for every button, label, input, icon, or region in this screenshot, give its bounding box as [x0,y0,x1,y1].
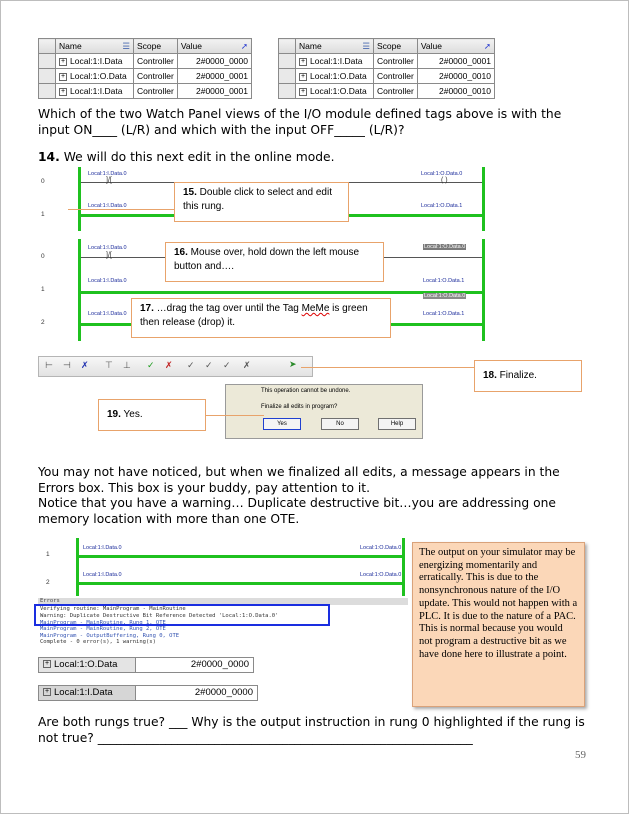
table-row[interactable]: + Local:1:O.Data Controller 2#0000_0010 [279,84,495,99]
right-power-rail [402,538,405,596]
accept-program-icon[interactable]: ⊥ [123,361,131,371]
energized-rung-wire [79,555,402,558]
ote-tag[interactable]: Local:1:O.Data.0 [360,545,402,551]
warning-line[interactable]: Warning: Duplicate Destructive Bit Reference Detected 'Local:1:O.Data.0' [40,613,279,619]
watch-table-right [278,38,495,99]
finalize-dialog [225,384,423,439]
table-row[interactable]: + Local:1:I.Data Controller 2#0000_0001 [279,54,495,69]
test-edits-icon[interactable]: ✓ [147,361,155,371]
error-line[interactable]: MainProgram - MainRoutine, Rung 1, OTE [40,619,166,626]
rung-number: 0 [41,178,45,185]
expand-icon[interactable]: + [44,660,50,668]
ote-coil-icon[interactable]: ( ) [441,177,448,184]
energized-rung-wire [81,291,482,294]
xic-tag[interactable]: Local:1:I.Data.0 [83,572,122,578]
error-line[interactable]: MainProgram - MainRoutine, Rung 2, OTE [40,626,166,632]
col-value[interactable]: Value ➚ [177,39,251,54]
callout-16: 16. Mouse over, hold down the left mouse button and…. [165,242,384,282]
finalize-edits-icon[interactable]: ➤ [289,360,297,370]
insert-rung-icon[interactable]: ⊢ [45,361,53,371]
xic-contact-icon[interactable]: ]/[ [106,252,112,259]
left-power-rail [78,167,81,231]
warning-highlight-box [34,604,330,626]
ote-tag[interactable]: Local:1:O.Data.0 [360,572,402,578]
help-button[interactable]: Help [378,418,416,430]
table-row[interactable]: + Local:1:O.Data Controller 2#0000_0010 [279,69,495,84]
error-line[interactable]: Complete - 0 error(s), 1 warning(s) [40,639,156,645]
callout-pointer [206,415,264,416]
callout-17: 17. …drag the tag over until the Tag MeMe is green then release (drop) it. [131,298,391,338]
warning-explanation: Notice that you have a warning… Duplicate destructive bit…you are addressing one memory location with more than one OTE. [38,496,556,526]
yes-button[interactable]: Yes [263,418,301,430]
expand-icon[interactable]: + [60,72,66,80]
xic-contact-icon[interactable]: ]/[ [106,177,112,184]
assemble-edits-icon[interactable]: ✓ [187,361,195,371]
error-line[interactable]: Verifying routine: MainProgram - MainRoutine [40,605,186,612]
question-rungs: Are both rungs true? ___ Why is the output instruction in rung 0 highlighted if the rung is not true? _____________________________________________________________ [38,715,585,745]
sort-icon[interactable]: ➚ [483,40,491,51]
simulator-note: The output on your simulator may be energizing momentarily and erratically. This is due to the nonsynchronous nature of the I/O update. This would not happen with a PLC. It is due to the nature of a PAC. This is normal because you would not program a destructive bit as we have done here to illustrate a point. [412,542,585,707]
rung-number: 1 [41,286,45,293]
tag-row-input[interactable]: + Local:1:I.Data 2#0000_0000 [38,685,258,701]
callout-15: 15. Double click to select and edit this rung. [174,182,349,222]
callout-pointer [301,367,474,368]
col-scope[interactable]: Scope [374,39,418,54]
expand-icon[interactable]: + [300,57,306,65]
table-row[interactable]: + Local:1:O.Data Controller 2#0000_0001 [39,69,252,84]
ote-tag[interactable]: Local:1:O.Data.1 [423,311,465,317]
errors-pane-title: Errors [38,598,408,605]
xic-tag[interactable]: Local:1:I.Data.0 [88,203,127,209]
right-power-rail [482,239,485,341]
col-value[interactable]: Value ➚ [417,39,494,54]
sort-icon[interactable]: ➚ [240,40,248,51]
expand-icon[interactable]: + [60,57,66,65]
xic-tag[interactable]: Local:1:I.Data.0 [88,171,127,177]
right-power-rail [482,167,485,231]
expand-icon[interactable]: + [300,87,306,95]
edit-toolbar [38,356,313,377]
filter-icon[interactable]: ☰ [122,40,130,51]
callout-pointer [68,209,174,210]
ladder-view-3 [38,538,408,596]
xic-tag[interactable]: Local:1:I.Data.0 [88,311,127,317]
step-14: 14. We will do this next edit in the online mode. [38,150,335,164]
table-row[interactable]: + Local:1:I.Data Controller 2#0000_0001 [39,84,252,99]
col-name[interactable]: Name ☰ [296,39,374,54]
left-power-rail [76,538,79,596]
rung-number: 1 [41,211,45,218]
no-button[interactable]: No [321,418,359,430]
finalize-explanation: You may not have noticed, but when we finalized all edits, a message appears in the Errors box. This box is your buddy, pay attention to it. [38,465,560,495]
watch-header-row [279,39,495,54]
delete-rung-icon[interactable]: ✗ [81,361,89,371]
callout-19: 19. Yes. [98,399,206,431]
filter-icon[interactable]: ☰ [362,40,370,51]
watch-table-left [38,38,252,99]
dialog-message: This operation cannot be undone. [261,388,351,394]
xic-tag[interactable]: Local:1:I.Data.0 [88,245,127,251]
rung-number: 0 [41,253,45,260]
untest-edits-icon[interactable]: ✗ [165,361,173,371]
callout-18: 18. Finalize. [474,360,582,392]
expand-icon[interactable]: + [300,72,306,80]
rung-number: 2 [41,319,45,326]
rung-number: 1 [46,551,50,558]
table-row[interactable]: + Local:1:I.Data Controller 2#0000_0000 [39,54,252,69]
col-name[interactable]: Name ☰ [56,39,134,54]
watch-header-row [39,39,252,54]
verify-icon[interactable]: ✓ [223,361,231,371]
question-watch-panels: Which of the two Watch Panel views of the I/O module defined tags above is with the input ON____ (L/R) and which with the input OFF_____ (L/R)? [38,107,562,137]
dragged-tag[interactable]: Local:1:O.Data.0 [424,293,466,299]
ote-tag-selected[interactable]: Local:1:O.Data.0 [424,244,466,250]
ote-tag[interactable]: Local:1:O.Data.0 [421,171,463,177]
tag-row-output[interactable]: + Local:1:O.Data 2#0000_0000 [38,657,254,673]
dialog-question: Finalize all edits in program? [261,404,338,410]
insert-branch-icon[interactable]: ⊣ [63,361,71,371]
ote-tag[interactable]: Local:1:O.Data.1 [421,203,463,209]
accept-rung-icon[interactable]: ⊤ [105,361,113,371]
xic-tag[interactable]: Local:1:I.Data.0 [88,278,127,284]
rung-number: 2 [46,579,50,586]
cancel-edits-icon[interactable]: ✓ [205,361,213,371]
xic-tag[interactable]: Local:1:I.Data.0 [83,545,122,551]
page-number: 59 [575,749,586,761]
cancel-pending-icon[interactable]: ✗ [243,361,251,371]
col-scope[interactable]: Scope [134,39,178,54]
energized-rung-wire [79,582,402,585]
expand-icon[interactable]: + [44,688,50,696]
error-line[interactable]: MainProgram - OutputBuffering, Rung 0, OTE [40,632,180,639]
expand-icon[interactable]: + [60,87,66,95]
ote-tag[interactable]: Local:1:O.Data.1 [423,278,465,284]
